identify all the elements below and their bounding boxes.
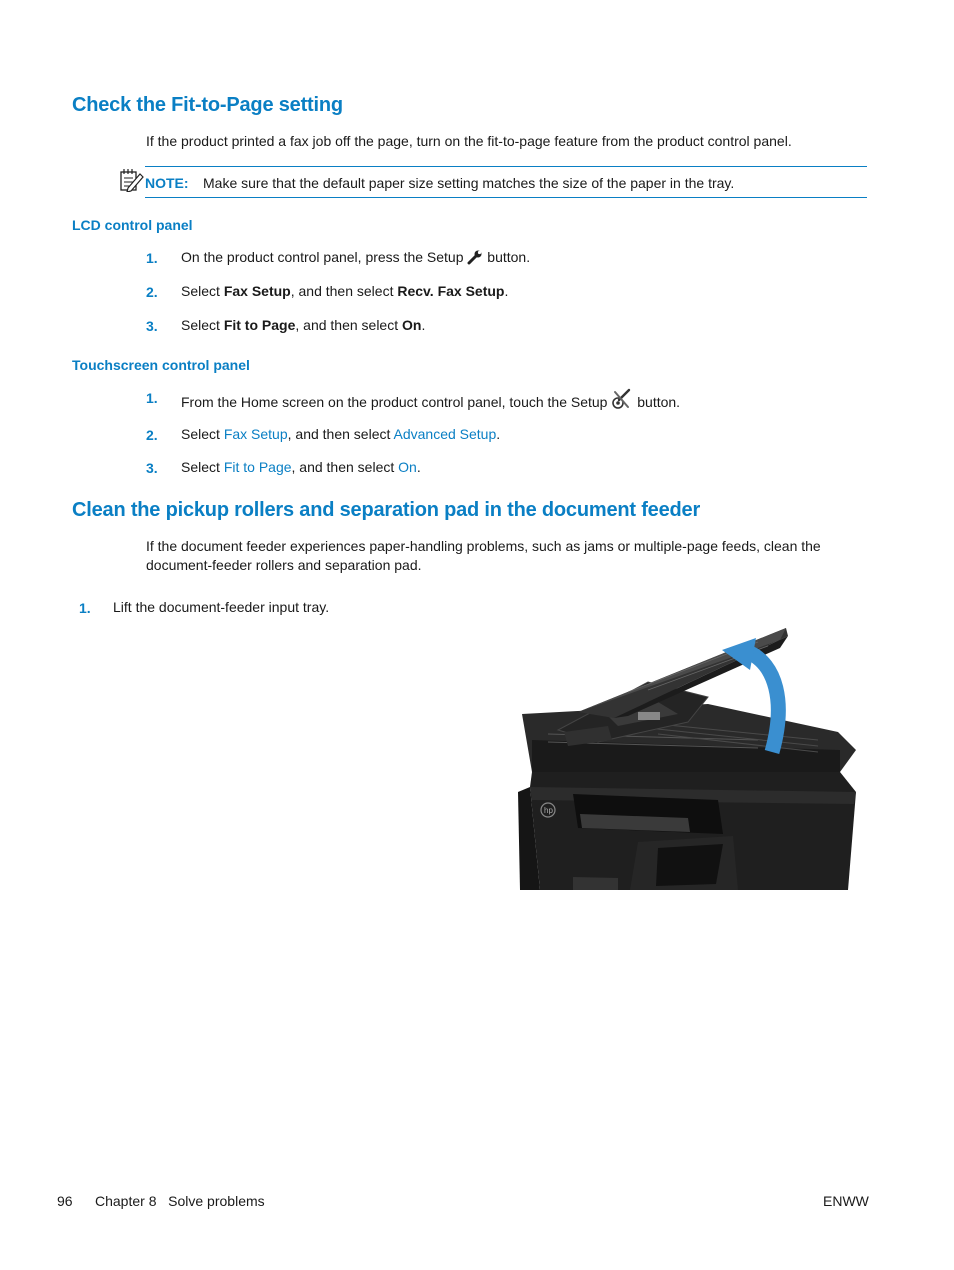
lcd-step-2: Select Fax Setup, and then select Recv. Fax Setup. (181, 283, 509, 299)
section2-step-1: Lift the document-feeder input tray. (113, 599, 330, 615)
touch-step-1-number: 1. (146, 390, 158, 406)
fit-to-page-link[interactable]: Fit to Page (223, 459, 292, 475)
lcd-step-3: Select Fit to Page, and then select On. (181, 317, 426, 333)
touch-step-3: Select Fit to Page, and then select On. (181, 459, 421, 475)
section-intro: If the product printed a fax job off the page, turn on the fit-to-page feature from the product control panel. (146, 133, 792, 149)
section2-step-1-number: 1. (79, 600, 91, 616)
on-link[interactable]: On (398, 459, 417, 475)
section2-intro-line-1: If the document feeder experiences paper-handling problems, such as jams or multiple-page feeds, clean the (146, 538, 821, 554)
lcd-step-3-number: 3. (146, 318, 158, 334)
section-title-clean-rollers: Clean the pickup rollers and separation pad in the document feeder (72, 499, 701, 521)
page-number: 96 (57, 1193, 73, 1209)
lcd-step-2-number: 2. (146, 284, 158, 300)
touch-step-1: From the Home screen on the product control panel, touch the Setup button. (181, 388, 680, 415)
section2-intro-line-2: document-feeder rollers and separation pad. (146, 557, 422, 573)
touch-step-3-number: 3. (146, 460, 158, 476)
note-label: NOTE: (145, 175, 189, 191)
note-icon (118, 168, 144, 197)
section-title-fit-to-page: Check the Fit-to-Page setting (72, 94, 343, 116)
printer-illustration (518, 622, 860, 895)
svg-text:hp: hp (544, 806, 553, 815)
footer-enww: ENWW (823, 1193, 869, 1209)
wrench-icon (467, 250, 483, 270)
fax-setup-link[interactable]: Fax Setup (223, 426, 288, 442)
advanced-setup-link[interactable]: Advanced Setup (393, 426, 497, 442)
note-box (145, 166, 867, 198)
lcd-step-1-number: 1. (146, 250, 158, 266)
touch-step-2: Select Fax Setup, and then select Advanced Setup. (181, 426, 501, 442)
touchscreen-heading: Touchscreen control panel (72, 357, 250, 373)
note-text: Make sure that the default paper size setting matches the size of the paper in the tray. (203, 175, 735, 191)
chapter-label: Chapter 8 Solve problems (95, 1193, 265, 1209)
lcd-heading: LCD control panel (72, 217, 193, 233)
lcd-step-1: On the product control panel, press the Setup button. (181, 248, 530, 270)
setup-icon (611, 388, 633, 415)
touch-step-2-number: 2. (146, 427, 158, 443)
